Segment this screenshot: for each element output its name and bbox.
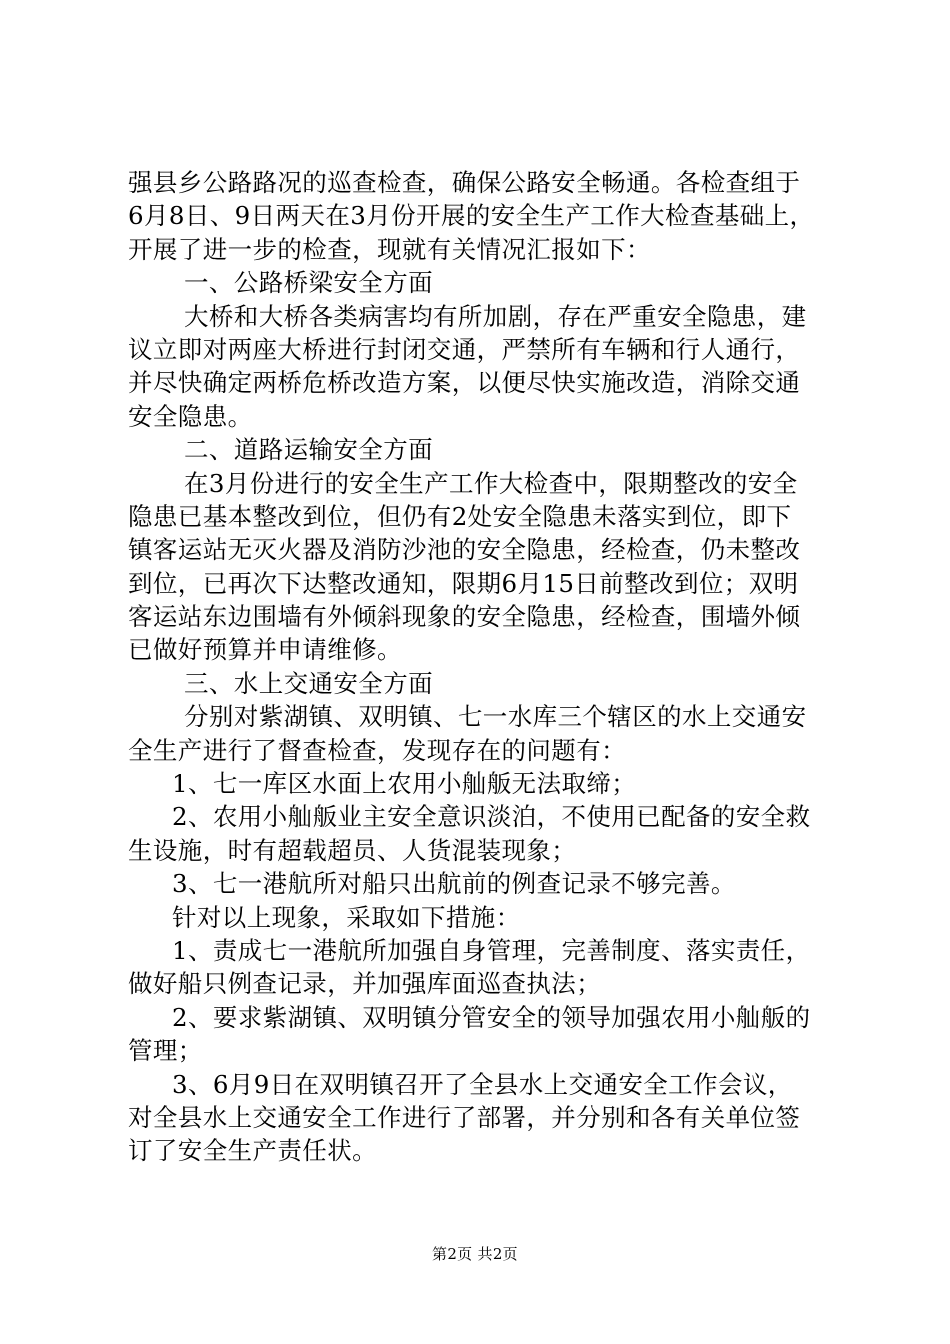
text-line: 并尽快确定两桥危桥改造方案，以便尽快实施改造，消除交通 [128, 368, 801, 398]
section-heading: 三、水上交通安全方面 [184, 668, 433, 698]
text-line: 强县乡公路路况的巡查检查，确保公路安全畅通。各检查组于 [128, 168, 801, 197]
text-line: 对全县水上交通安全工作进行了部署，并分别和各有关单位签 [128, 1102, 801, 1132]
text-line: 客运站东边围墙有外倾斜现象的安全隐患，经检查，围墙外倾 [128, 602, 801, 632]
text-line: 已做好预算并申请维修。 [128, 635, 402, 665]
text-line: 开展了进一步的检查，现就有关情况汇报如下： [128, 234, 651, 264]
section-heading: 一、公路桥梁安全方面 [184, 268, 433, 298]
text-line: 议立即对两座大桥进行封闭交通，严禁所有车辆和行人通行， [128, 334, 801, 364]
list-item: 3、七一港航所对船只出航前的例查记录不够完善。 [172, 869, 736, 899]
text-line: 在3月份进行的安全生产工作大检查中，限期整改的安全 [184, 468, 798, 498]
text-line: 到位，已再次下达整改通知，限期6月15日前整改到位；双明 [128, 568, 799, 598]
page-number-footer: 第2页 共2页 [432, 1245, 518, 1263]
list-item: 3、6月9日在双明镇召开了全县水上交通安全工作会议， [172, 1069, 793, 1099]
section-heading: 二、道路运输安全方面 [184, 435, 433, 465]
text-line: 隐患已基本整改到位，但仍有2处安全隐患未落实到位，即下 [128, 501, 792, 531]
list-item: 2、要求紫湖镇、双明镇分管安全的领导加强农用小舢舨的 [172, 1002, 811, 1032]
text-line: 6月8日、9日两天在3月份开展的安全生产工作大检查基础上， [128, 201, 815, 231]
text-line: 大桥和大桥各类病害均有所加剧，存在严重安全隐患，建 [184, 301, 807, 331]
text-line: 订了安全生产责任状。 [128, 1136, 377, 1166]
document-body [128, 166, 830, 1168]
list-item: 1、七一库区水面上农用小舢舨无法取缔； [172, 769, 637, 799]
list-item: 1、责成七一港航所加强自身管理，完善制度、落实责任， [172, 935, 811, 965]
text-line: 镇客运站无灭火器及消防沙池的安全隐患，经检查，仍未整改 [128, 535, 801, 565]
text-line: 分别对紫湖镇、双明镇、七一水库三个辖区的水上交通安 [184, 702, 807, 732]
text-line: 全生产进行了督查检查，发现存在的问题有： [128, 735, 626, 765]
text-line: 针对以上现象，采取如下措施： [172, 902, 521, 932]
text-line: 做好船只例查记录，并加强库面巡查执法； [128, 969, 602, 999]
list-item: 2、农用小舢舨业主安全意识淡泊，不使用已配备的安全救 [172, 802, 811, 832]
text-line: 安全隐患。 [128, 401, 253, 431]
text-line: 生设施，时有超载超员、人货混装现象； [128, 835, 577, 865]
text-line: 管理； [128, 1036, 203, 1066]
